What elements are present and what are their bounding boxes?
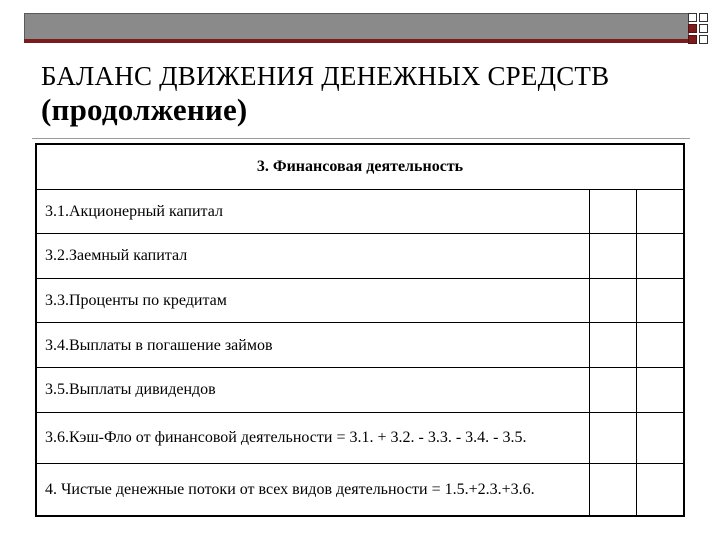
table-row xyxy=(36,367,684,412)
row-value-cell xyxy=(636,412,684,464)
row-label: 3.4.Выплаты в погашение займов xyxy=(36,323,589,368)
table-row xyxy=(36,464,684,516)
table-row xyxy=(36,189,684,234)
corner-square xyxy=(699,24,708,33)
row-label: 3.1.Акционерный капитал xyxy=(36,189,589,234)
row-value-cell xyxy=(589,412,636,464)
row-value-cell xyxy=(589,234,636,279)
corner-square xyxy=(688,35,697,44)
row-value-cell xyxy=(636,189,684,234)
row-value-cell xyxy=(636,367,684,412)
row-value-cell xyxy=(636,323,684,368)
corner-square xyxy=(699,35,708,44)
cash-flow-table xyxy=(35,143,685,517)
row-value-cell xyxy=(589,367,636,412)
row-label: 3.5.Выплаты дивидендов xyxy=(36,367,589,412)
table-row xyxy=(36,278,684,323)
corner-square xyxy=(688,24,697,33)
corner-square xyxy=(688,13,697,22)
row-value-cell xyxy=(589,278,636,323)
table-header: 3. Финансовая деятельность xyxy=(36,144,684,189)
table-row xyxy=(36,234,684,279)
row-label: 3.3.Проценты по кредитам xyxy=(36,278,589,323)
row-value-cell xyxy=(636,278,684,323)
row-value-cell xyxy=(636,234,684,279)
row-value-cell xyxy=(589,189,636,234)
table-row xyxy=(36,323,684,368)
slide-title xyxy=(41,60,691,126)
top-decorative-bar xyxy=(24,13,689,40)
corner-square xyxy=(699,13,708,22)
row-label: 3.6.Кэш-Фло от финансовой деятельности = 3.1. + 3.2. - 3.3. - 3.4. - 3.5. xyxy=(36,412,589,464)
row-label: 3.2.Заемный капитал xyxy=(36,234,589,279)
row-value-cell xyxy=(589,323,636,368)
top-accent-strip xyxy=(24,39,688,43)
row-value-cell xyxy=(589,464,636,516)
slide-title-line1: БАЛАНС ДВИЖЕНИЯ ДЕНЕЖНЫХ СРЕДСТВ xyxy=(41,61,610,91)
row-value-cell xyxy=(636,464,684,516)
row-label: 4. Чистые денежные потоки от всех видов деятельности = 1.5.+2.3.+3.6. xyxy=(36,464,589,516)
table-row xyxy=(36,412,684,464)
corner-squares-decoration xyxy=(688,13,710,47)
title-divider xyxy=(32,138,690,139)
slide-title-line2: (продолжение) xyxy=(41,92,248,127)
